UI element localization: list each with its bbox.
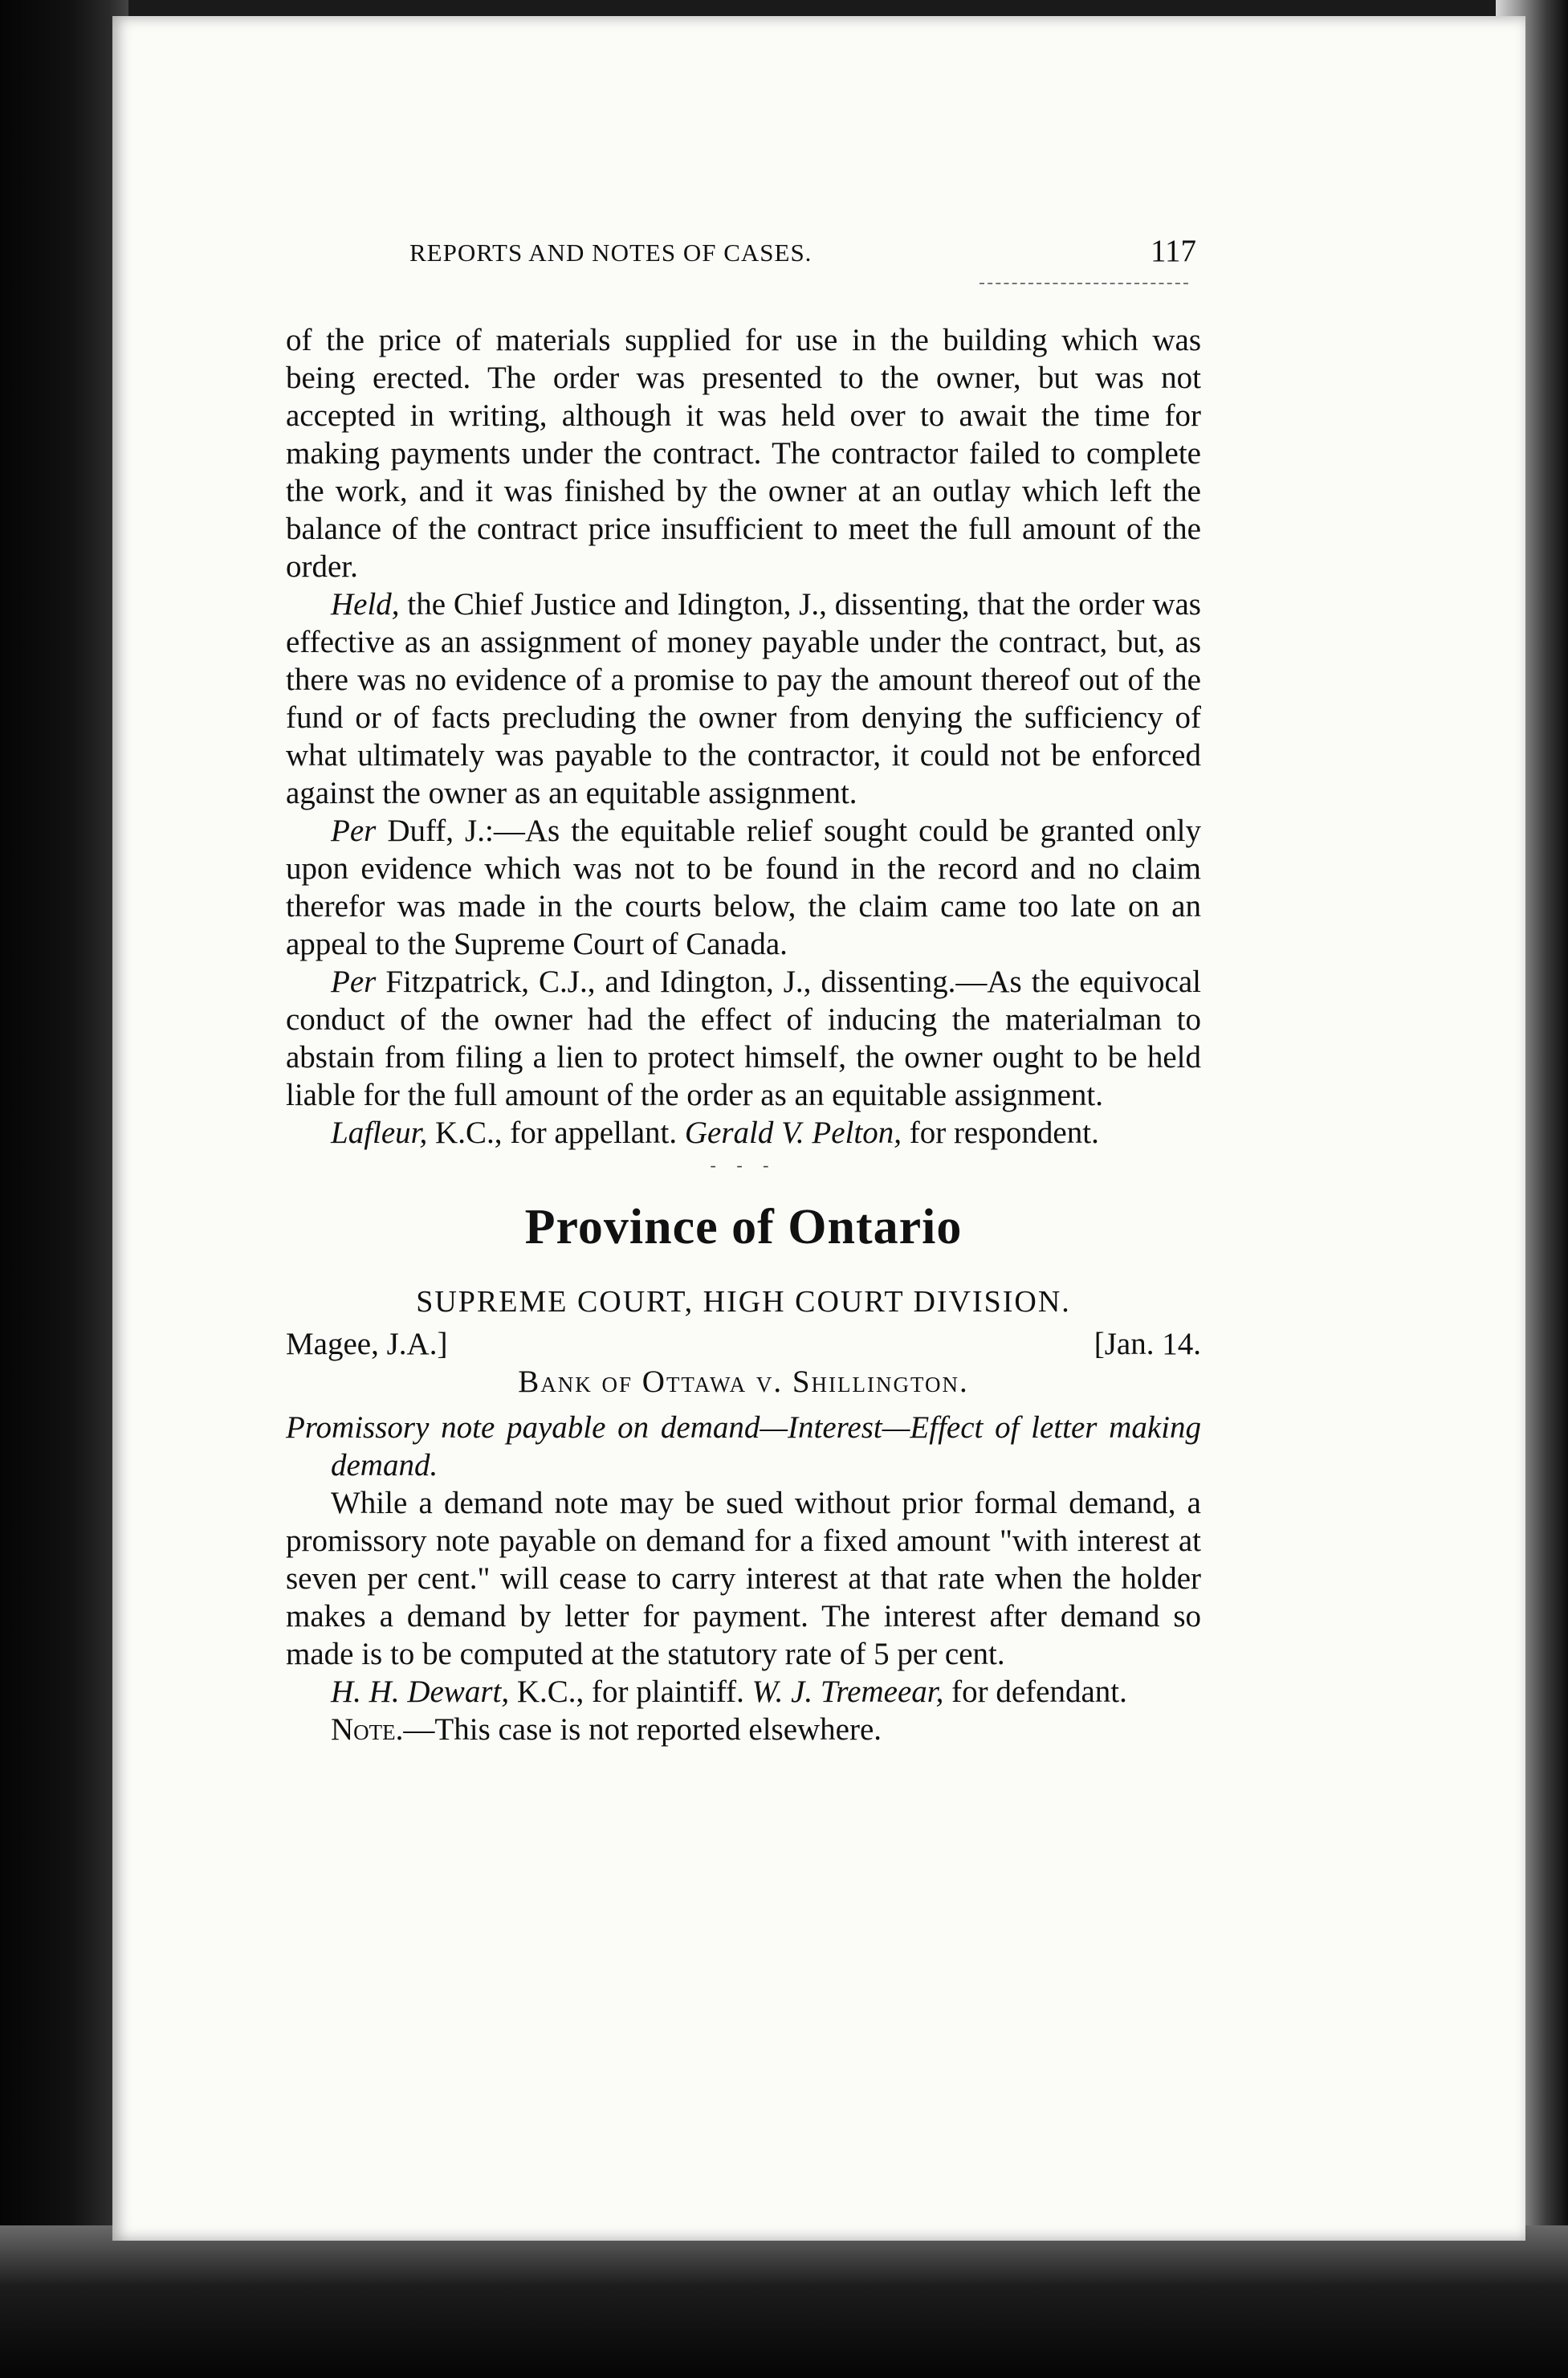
case1-per-fitzpatrick	[286, 963, 1201, 1114]
per-label: Per	[331, 814, 377, 848]
counsel-role: for respondent.	[901, 1116, 1099, 1150]
counsel-name: Lafleur,	[331, 1116, 428, 1150]
judge-date-line	[286, 1325, 1201, 1363]
note-label: Note	[331, 1712, 396, 1747]
held-label: Held,	[331, 587, 400, 622]
scan-edge-left	[0, 0, 128, 2378]
counsel-role: K.C., for plaintiff.	[509, 1674, 752, 1709]
case1-continuation: of the price of materials supplied for use in the building which was being erected. The order was presented to the owner, but was not accepted in writing, although it was held over to await the time for making payments under the contract. The contractor failed to complete the work, and it was finished by the owner at an outlay which left the balance of the contract price insufficient to meet the full amount of the order.	[286, 323, 1201, 584]
counsel-role: for defendant.	[943, 1674, 1127, 1709]
decision-date: [Jan. 14.	[1094, 1327, 1201, 1361]
court-name: SUPREME COURT, HIGH COURT DIVISION.	[416, 1285, 1071, 1319]
per-duff-text: Duff, J.:—As the equitable relief sought could be granted only upon evidence which was not to be found in the record and no claim therefor was made in the courts below, the claim came too late on an appeal to the Supreme Court of Canada.	[286, 814, 1201, 961]
per-label: Per	[331, 965, 377, 999]
per-fitzpatrick-text: Fitzpatrick, C.J., and Idington, J., dissenting.—As the equivocal conduct of the owner had the effect of inducing the materialman to abstain from filing a lien to protect himself, the owner ought to be held liable for the full amount of the order as an equitable assignment.	[286, 965, 1201, 1112]
page-number: 117	[1150, 234, 1196, 268]
counsel-name: Gerald V. Pelton,	[684, 1116, 902, 1150]
case2-counsel	[286, 1673, 1201, 1711]
case2-summary: While a demand note may be sued without prior formal demand, a promissory note payable on demand for a fixed amount "with interest at seven per cent." will cease to carry interest at that rate when the holder makes a demand by letter for payment. The interest after demand so made is to be computed at the statutory rate of 5 per cent.	[286, 1486, 1201, 1671]
page-body	[286, 321, 1201, 1748]
case2-note	[286, 1711, 1201, 1748]
running-title: REPORTS AND NOTES OF CASES.	[409, 239, 813, 267]
scan-edge-bottom	[0, 2225, 1568, 2378]
running-header	[409, 233, 1196, 269]
case1-per-duff	[286, 812, 1201, 963]
case2-headnote	[286, 1409, 1201, 1484]
counsel-name: H. H. Dewart,	[331, 1674, 510, 1709]
header-rule	[979, 283, 1188, 284]
section-divider: - - -	[710, 1155, 777, 1175]
held-text: the Chief Justice and Idington, J., dissenting, that the order was effective as an assignment of money payable under the contract, but, as there was no evidence of a promise to pay the amount thereof out of the fund or of facts precluding the owner from denying the sufficiency of what ultimately was payable to the contractor, it could not be enforced against the owner as an equitable assignment.	[286, 587, 1201, 810]
case1-counsel	[286, 1114, 1201, 1152]
note-text: .—This case is not reported elsewhere.	[395, 1712, 882, 1747]
judge-name: Magee, J.A.]	[286, 1327, 448, 1361]
counsel-role: K.C., for appellant.	[427, 1116, 685, 1150]
case-title: Bank of Ottawa v. Shillington.	[518, 1364, 969, 1399]
counsel-name: W. J. Tremeear,	[751, 1674, 944, 1709]
headnote-text: Promissory note payable on demand—Interest—Effect of letter making demand.	[286, 1410, 1201, 1483]
province-heading: Province of Ontario	[524, 1200, 963, 1254]
case1-held	[286, 585, 1201, 812]
